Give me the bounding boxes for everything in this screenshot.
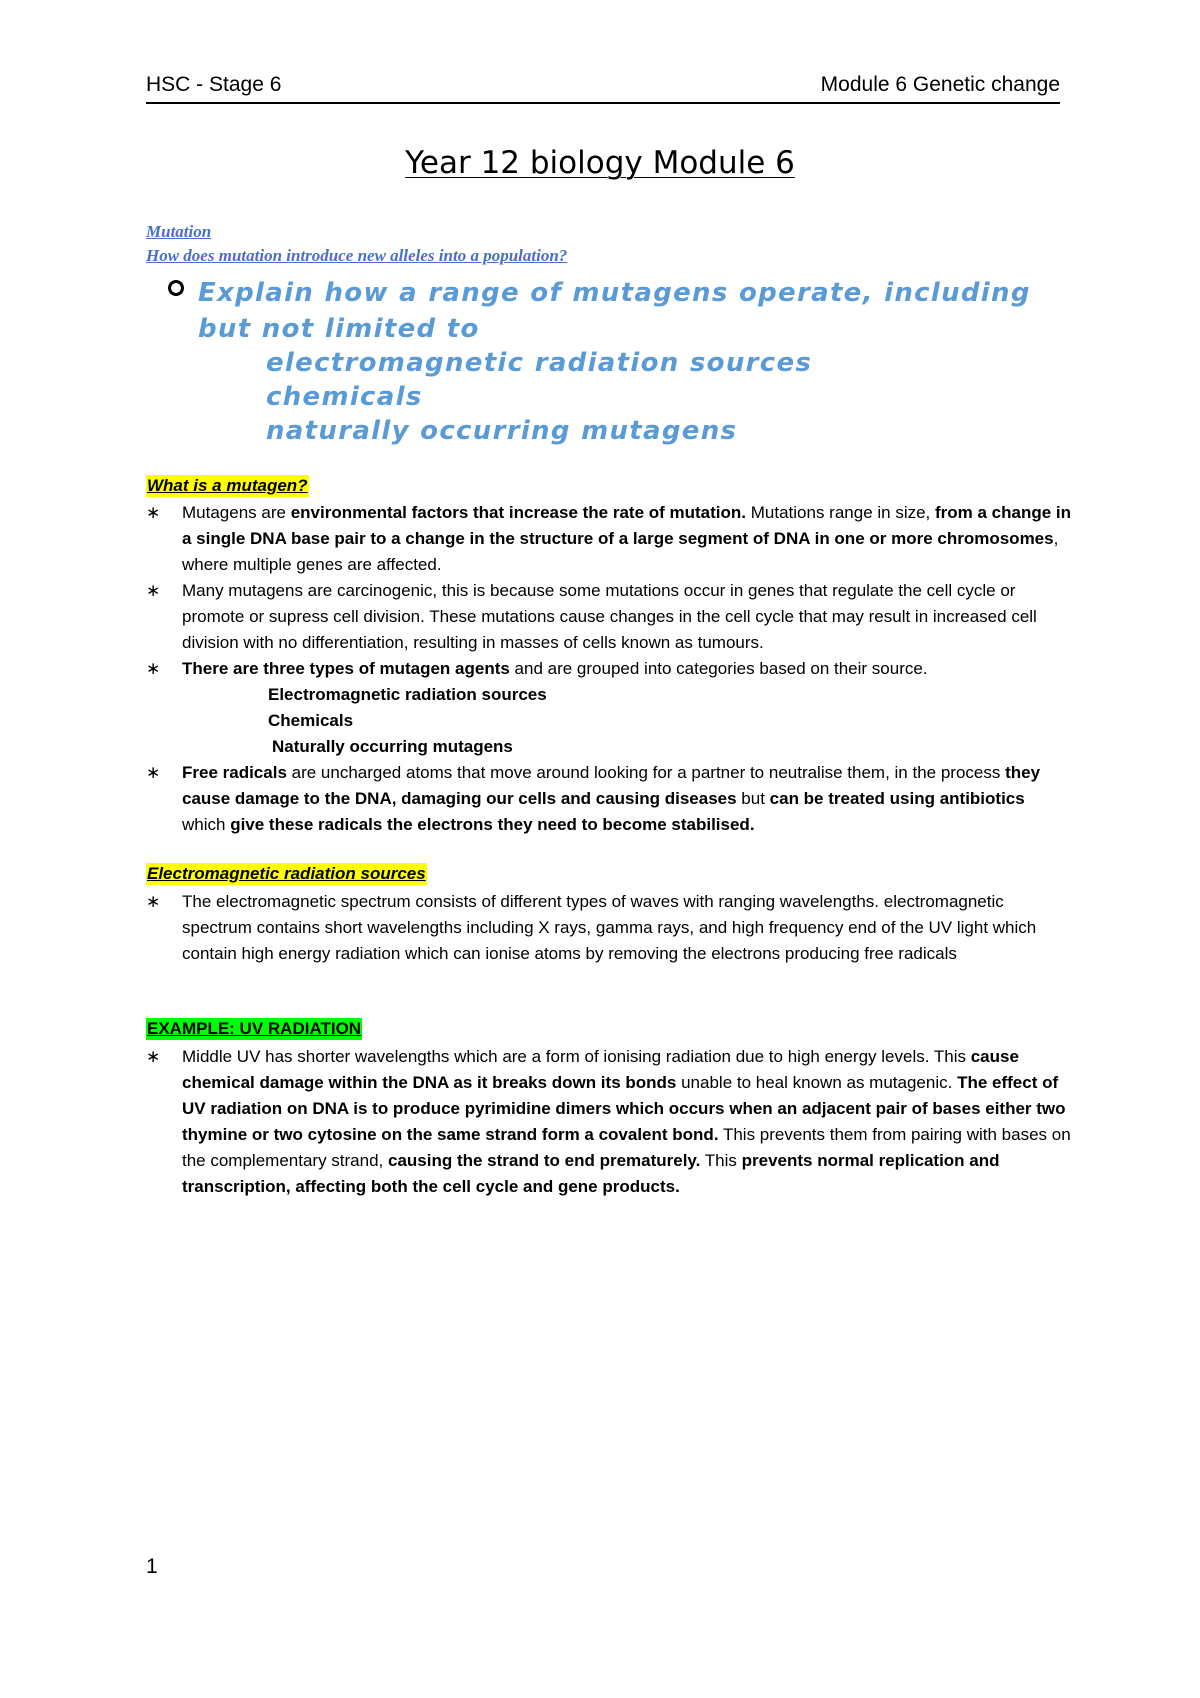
bullet-free-radicals: Free radicals are uncharged atoms that move around looking for a partner to neutralise them, in the process they cause damage to the DNA, damaging our cells and causing diseases but can be treated using antibiotics which give these radicals the electrons they need to become stabilised. (182, 763, 1041, 834)
content-item: chemicals (266, 382, 423, 412)
header-right: Module 6 Genetic change (820, 73, 1060, 96)
asterisk-bullet-icon: ∗ (146, 659, 161, 679)
mutagen-type-item: Chemicals (268, 711, 354, 730)
content-point-line1: Explain how a range of mutagens operate, including (198, 278, 1031, 308)
asterisk-bullet-icon: ∗ (146, 763, 161, 783)
bullet-carcinogenic: Many mutagens are carcinogenic, this is because some mutations occur in genes that regulate the cell cycle or promote or supress cell division. These mutations cause changes in the cell cycle that may result in increased cell division with no differentiation, resulting in masses of cells known as tumours. (182, 581, 1037, 652)
header-left: HSC - Stage 6 (146, 73, 282, 96)
page-number: 1 (146, 1555, 158, 1578)
asterisk-bullet-icon: ∗ (146, 1047, 161, 1067)
hollow-circle-bullet-icon (166, 278, 186, 298)
bullet-mutagens-definition: Mutagens are environmental factors that increase the rate of mutation. Mutations range in size, from a change in a single DNA base pair to a change in the structure of a large segment of DNA in one or more chromosomes, where multiple genes are affected. (182, 503, 1072, 574)
asterisk-bullet-icon: ∗ (146, 503, 161, 523)
content-item: electromagnetic radiation sources (266, 348, 813, 378)
page-header (146, 72, 1060, 104)
topic-question: How does mutation introduce new alleles into a population? (146, 246, 568, 265)
content-item: naturally occurring mutagens (266, 416, 738, 446)
bullet-em-spectrum: The electromagnetic spectrum consists of different types of waves with ranging wavelengths. electromagnetic spectrum contains short wavelengths including X rays, gamma rays, and high frequency end of the UV light which contain high energy radiation which can ionise atoms by removing the electrons producing free radicals (182, 892, 1037, 963)
asterisk-bullet-icon: ∗ (146, 892, 161, 912)
content-point-line2: but not limited to (198, 314, 480, 344)
asterisk-bullet-icon: ∗ (146, 581, 161, 601)
mutagen-type-item: Electromagnetic radiation sources (268, 685, 547, 704)
section-heading-em-radiation: Electromagnetic radiation sources (147, 864, 426, 883)
topic-name: Mutation (146, 222, 212, 241)
page-title: Year 12 biology Module 6 (405, 145, 795, 181)
section-heading-mutagen: What is a mutagen? (147, 476, 308, 495)
section-heading-uv-radiation: EXAMPLE: UV RADIATION (147, 1019, 362, 1038)
bullet-uv-radiation: Middle UV has shorter wavelengths which are a form of ionising radiation due to high energy levels. This cause chemical damage within the DNA as it breaks down its bonds unable to heal known as mutagenic. The effect of UV radiation on DNA is to produce pyrimidine dimers which occurs when an adjacent pair of bases either two thymine or two cytosine on the same strand form a covalent bond. This prevents them from pairing with bases on the complementary strand, causing the strand to end prematurely. This prevents normal replication and transcription, affecting both the cell cycle and gene products. (182, 1047, 1071, 1196)
bullet-mutagen-types: There are three types of mutagen agents and are grouped into categories based on their source. (182, 659, 928, 678)
mutagen-type-item: Naturally occurring mutagens (272, 737, 513, 756)
